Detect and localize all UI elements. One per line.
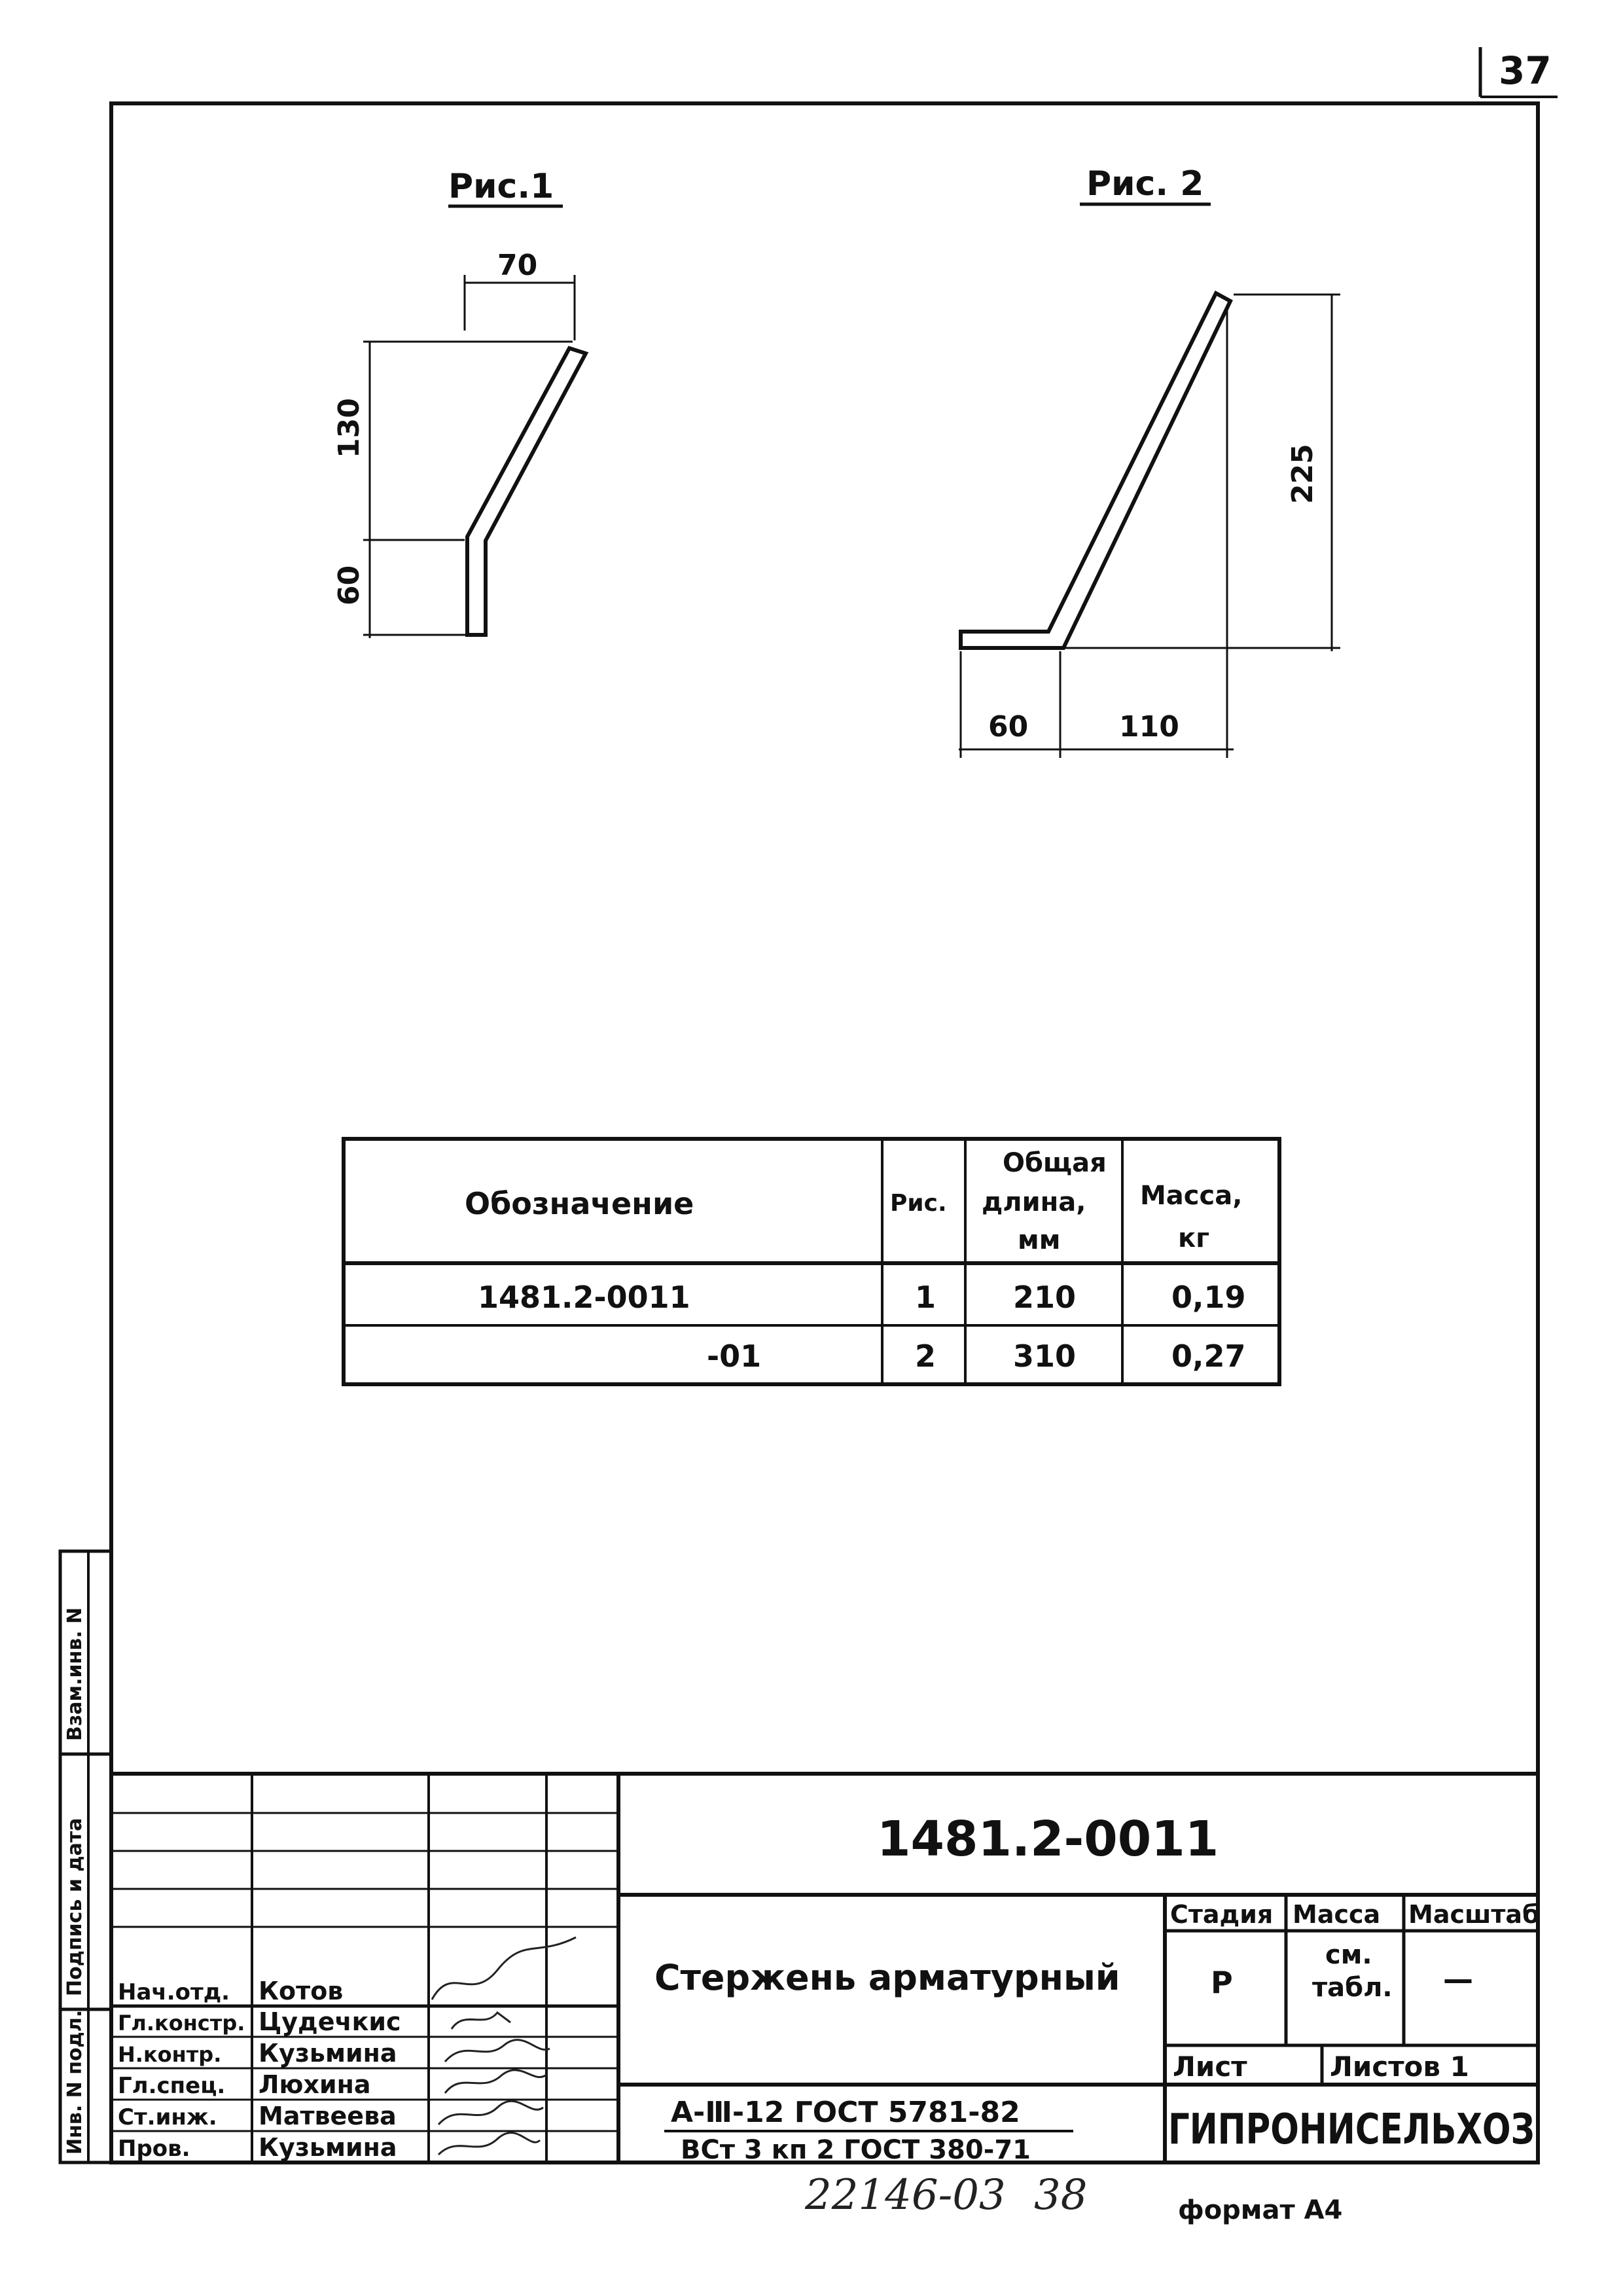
title-block [111, 1774, 1540, 2165]
fig2-dim-bottom-right: 110 [1119, 710, 1179, 744]
signature-0 [432, 1937, 576, 2000]
name-3: Люхина [259, 2070, 371, 2099]
spec-header-length-l1: Общая [1003, 1148, 1107, 1178]
spec-row2-mass: 0,27 [1171, 1338, 1246, 1374]
scale-value: — [1443, 1962, 1473, 1997]
role-5: Пров. [118, 2136, 190, 2162]
spec-header-fig: Рис. [890, 1190, 947, 1217]
spec-table [344, 1139, 1279, 1384]
spec-header-length-l3: мм [1018, 1225, 1061, 1255]
page-number: 37 [1499, 48, 1552, 93]
fig2-dim-bottom-left: 60 [988, 710, 1029, 744]
sheet-label: Лист [1173, 2051, 1247, 2083]
spec-header-mass-l1: Масса, [1140, 1181, 1243, 1211]
fig1-dim-lower: 60 [332, 565, 366, 605]
stage-header: Стадия [1170, 1900, 1274, 1929]
fig2-dim-height: 225 [1286, 444, 1319, 504]
spec-row2-fig: 2 [915, 1338, 936, 1374]
spec-row1-mass: 0,19 [1171, 1280, 1246, 1315]
document-name: Стержень арматурный [654, 1957, 1120, 1998]
document-code: 1481.2-0011 [877, 1811, 1219, 1867]
role-3: Гл.спец. [118, 2073, 226, 2099]
side-stamp [60, 1551, 111, 2162]
name-4: Матвеева [259, 2102, 397, 2130]
bottom-number: 22146-03 [805, 2171, 1006, 2219]
figure-2 [959, 164, 1340, 758]
spec-row1-length: 210 [1013, 1280, 1077, 1315]
spec-header-designation: Обозначение [465, 1186, 694, 1221]
format-label: формат А4 [1178, 2195, 1343, 2225]
spec-header-mass-l2: кг [1178, 1223, 1210, 1253]
mass-header: Масса [1293, 1900, 1381, 1929]
spec-row2-designation: -01 [707, 1338, 762, 1374]
fig1-dim-upper: 130 [332, 398, 366, 458]
side-stamp-inv: Инв. N подл. [63, 2009, 86, 2155]
side-stamp-vzam: Взам.инв. N [63, 1607, 86, 1741]
material-1: А-Ⅲ-12 ГОСТ 5781-82 [671, 2096, 1020, 2129]
signature-4 [438, 2101, 543, 2125]
fig1-rod [467, 348, 586, 635]
signatures [432, 1937, 576, 2155]
name-2: Кузьмина [259, 2039, 397, 2068]
signature-5 [438, 2133, 540, 2155]
name-0: Котов [259, 1977, 344, 2005]
fig1-title: Рис.1 [448, 167, 554, 206]
signature-3 [445, 2070, 546, 2093]
fig2-rod [961, 293, 1230, 648]
role-2: Н.контр. [118, 2042, 222, 2067]
role-4: Ст.инж. [118, 2104, 217, 2130]
fig2-title: Рис. 2 [1086, 164, 1204, 204]
material-2: ВСт 3 кп 2 ГОСТ 380-71 [681, 2135, 1031, 2165]
fig1-dim-top: 70 [497, 249, 538, 282]
spec-row2-length: 310 [1013, 1338, 1077, 1374]
sheets-label: Листов 1 [1330, 2051, 1469, 2083]
role-1: Гл.констр. [118, 2011, 245, 2036]
name-5: Кузьмина [259, 2133, 397, 2162]
spec-row1-fig: 1 [915, 1280, 936, 1315]
drawing-frame [111, 103, 1538, 2162]
figure-1 [332, 167, 586, 638]
signature-1 [452, 2013, 510, 2029]
spec-header-length-l2: длина, [982, 1187, 1086, 1217]
organization: ГИПРОНИСЕЛЬХОЗ [1168, 2106, 1535, 2154]
mass-value-l1: см. [1325, 1940, 1372, 1970]
stage-value: Р [1211, 1965, 1233, 2000]
mass-value-l2: табл. [1312, 1973, 1393, 2003]
signature-2 [445, 2040, 550, 2062]
scale-header: Масштаб [1408, 1900, 1540, 1929]
side-stamp-podpis: Подпись и дата [63, 1818, 86, 1996]
role-0: Нач.отд. [118, 1979, 230, 2005]
name-1: Цудечкис [259, 2007, 401, 2036]
bottom-page: 38 [1034, 2171, 1088, 2219]
spec-row1-designation: 1481.2-0011 [478, 1280, 690, 1315]
